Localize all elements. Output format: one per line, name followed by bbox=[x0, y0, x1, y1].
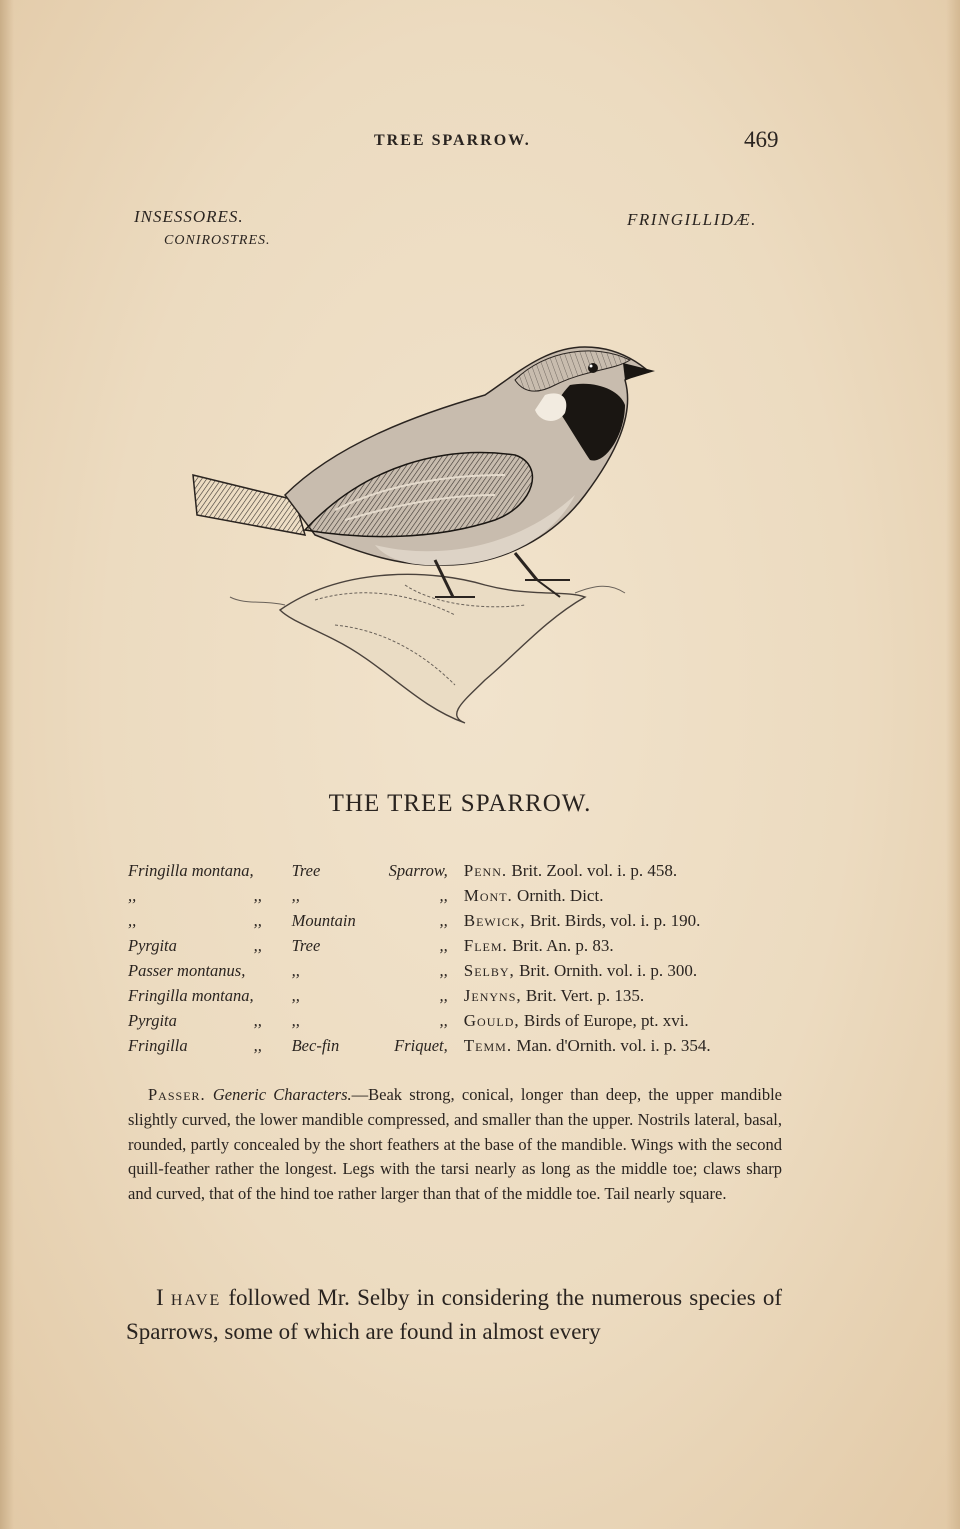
synonymy-reference bbox=[464, 908, 711, 933]
synonymy-citation: Brit. Birds, vol. i. p. 190. bbox=[529, 910, 701, 930]
synonymy-reference bbox=[464, 933, 711, 958]
synonymy-genus: Fringilla montana, bbox=[128, 860, 254, 880]
synonymy-author: Bewick, bbox=[463, 910, 526, 930]
synonymy-reference bbox=[464, 1033, 711, 1058]
synonymy-genus: Pyrgita bbox=[128, 1010, 177, 1030]
synonymy-species: ,, bbox=[253, 935, 262, 955]
synonymy-genus: ,, bbox=[128, 885, 137, 905]
synonymy-author: Gould, bbox=[463, 1010, 520, 1030]
page-edge-right bbox=[946, 0, 960, 1529]
synonymy-reference bbox=[464, 983, 711, 1008]
synonymy-common1: Tree bbox=[291, 935, 321, 955]
synonymy-common1: Bec-fin bbox=[291, 1035, 340, 1055]
synonymy-common2: ,, bbox=[439, 885, 448, 905]
synonymy-citation: Man. d'Ornith. vol. i. p. 354. bbox=[516, 1035, 711, 1055]
synonymy-author: Penn. bbox=[463, 860, 508, 880]
synonymy-common2: ,, bbox=[439, 1010, 448, 1030]
synonymy-common1: ,, bbox=[291, 1010, 300, 1030]
synonymy-species: ,, bbox=[253, 910, 262, 930]
synonymy-common1: ,, bbox=[291, 985, 300, 1005]
synonymy-citation: Brit. Ornith. vol. i. p. 300. bbox=[519, 960, 698, 980]
synonymy-reference bbox=[464, 958, 711, 983]
synonymy-author: Flem. bbox=[463, 935, 508, 955]
synonymy-reference bbox=[464, 1008, 711, 1033]
synonymy-row bbox=[128, 933, 711, 958]
taxon-order: INSESSORES. bbox=[134, 207, 244, 226]
synonymy-row bbox=[128, 958, 711, 983]
synonymy-author: Selby, bbox=[463, 960, 515, 980]
generic-heading: Generic Characters. bbox=[212, 1085, 352, 1104]
synonymy-reference bbox=[464, 858, 711, 883]
synonymy-common2: ,, bbox=[439, 960, 448, 980]
synonymy-common1: ,, bbox=[291, 960, 300, 980]
synonymy-row bbox=[128, 1033, 711, 1058]
synonymy-common2: ,, bbox=[439, 985, 448, 1005]
synonymy-row bbox=[128, 883, 711, 908]
synonymy-citation: Birds of Europe, pt. xvi. bbox=[523, 1010, 689, 1030]
synonymy-common2: Sparrow, bbox=[388, 860, 448, 880]
tree-sparrow-engraving-icon bbox=[185, 335, 665, 730]
synonymy-common1: ,, bbox=[291, 885, 300, 905]
synonymy-species bbox=[254, 858, 292, 883]
synonymy-citation: Brit. Vert. p. 135. bbox=[525, 985, 645, 1005]
synonymy-author: Temm. bbox=[463, 1035, 513, 1055]
synonymy-citation: Brit. Zool. vol. i. p. 458. bbox=[511, 860, 678, 880]
running-title: TREE SPARROW. bbox=[374, 132, 531, 149]
page-edge-left bbox=[0, 0, 14, 1529]
synonymy-row bbox=[128, 983, 711, 1008]
synonymy-species bbox=[254, 958, 292, 983]
body-caps-word: have bbox=[170, 1285, 222, 1310]
page-number: 469 bbox=[744, 127, 779, 152]
synonymy-common2: ,, bbox=[439, 910, 448, 930]
synonymy-genus: Pyrgita bbox=[128, 935, 177, 955]
body-first-word: I bbox=[156, 1285, 164, 1310]
synonymy-author: Mont. bbox=[463, 885, 513, 905]
body-text: followed Mr. Selby in considering the numerous species of Sparrows, some of which are found in almost every bbox=[126, 1285, 783, 1344]
synonymy-genus: Fringilla bbox=[128, 1035, 188, 1055]
generic-lead: Passer. bbox=[148, 1085, 206, 1104]
generic-characters bbox=[128, 1083, 782, 1207]
synonymy-citation: Brit. An. p. 83. bbox=[512, 935, 614, 955]
synonymy-genus: ,, bbox=[128, 910, 137, 930]
synonymy-common1: Mountain bbox=[291, 910, 356, 930]
synonymy-species: ,, bbox=[253, 1010, 262, 1030]
synonymy-reference bbox=[464, 883, 711, 908]
page-title: THE TREE SPARROW. bbox=[328, 790, 592, 817]
synonymy-author: Jenyns, bbox=[463, 985, 522, 1005]
synonymy-row bbox=[128, 1008, 711, 1033]
branch-icon bbox=[230, 574, 625, 723]
synonymy-genus: Passer montanus, bbox=[128, 960, 246, 980]
body-paragraph bbox=[126, 1281, 782, 1349]
synonymy-species: ,, bbox=[253, 885, 262, 905]
synonymy-table bbox=[128, 858, 711, 1058]
synonymy-citation: Ornith. Dict. bbox=[517, 885, 604, 905]
synonymy-common2: Friquet, bbox=[394, 1035, 448, 1055]
taxon-suborder: CONIROSTRES. bbox=[164, 233, 271, 248]
synonymy-genus: Fringilla montana, bbox=[128, 985, 254, 1005]
synonymy-common1: Tree bbox=[291, 860, 321, 880]
synonymy-common2: ,, bbox=[439, 935, 448, 955]
synonymy-species bbox=[254, 983, 292, 1008]
synonymy-row bbox=[128, 858, 711, 883]
synonymy-species: ,, bbox=[253, 1035, 262, 1055]
taxon-family: FRINGILLIDÆ. bbox=[627, 210, 757, 229]
generic-text: —Beak strong, conical, longer than deep, the upper mandible slightly curved, the lower mandible compressed, and smaller than the upper. Nostrils lateral, basal, rounded, partly concealed by the short feathers at the base of the mandible. Wings with the second quill-feather rather the longest. Legs with the tarsi nearly as long as the middle toe; claws sharp and curved, that of the hind toe rather larger than that of the middle toe. Tail nearly square. bbox=[128, 1085, 782, 1204]
synonymy-row bbox=[128, 908, 711, 933]
